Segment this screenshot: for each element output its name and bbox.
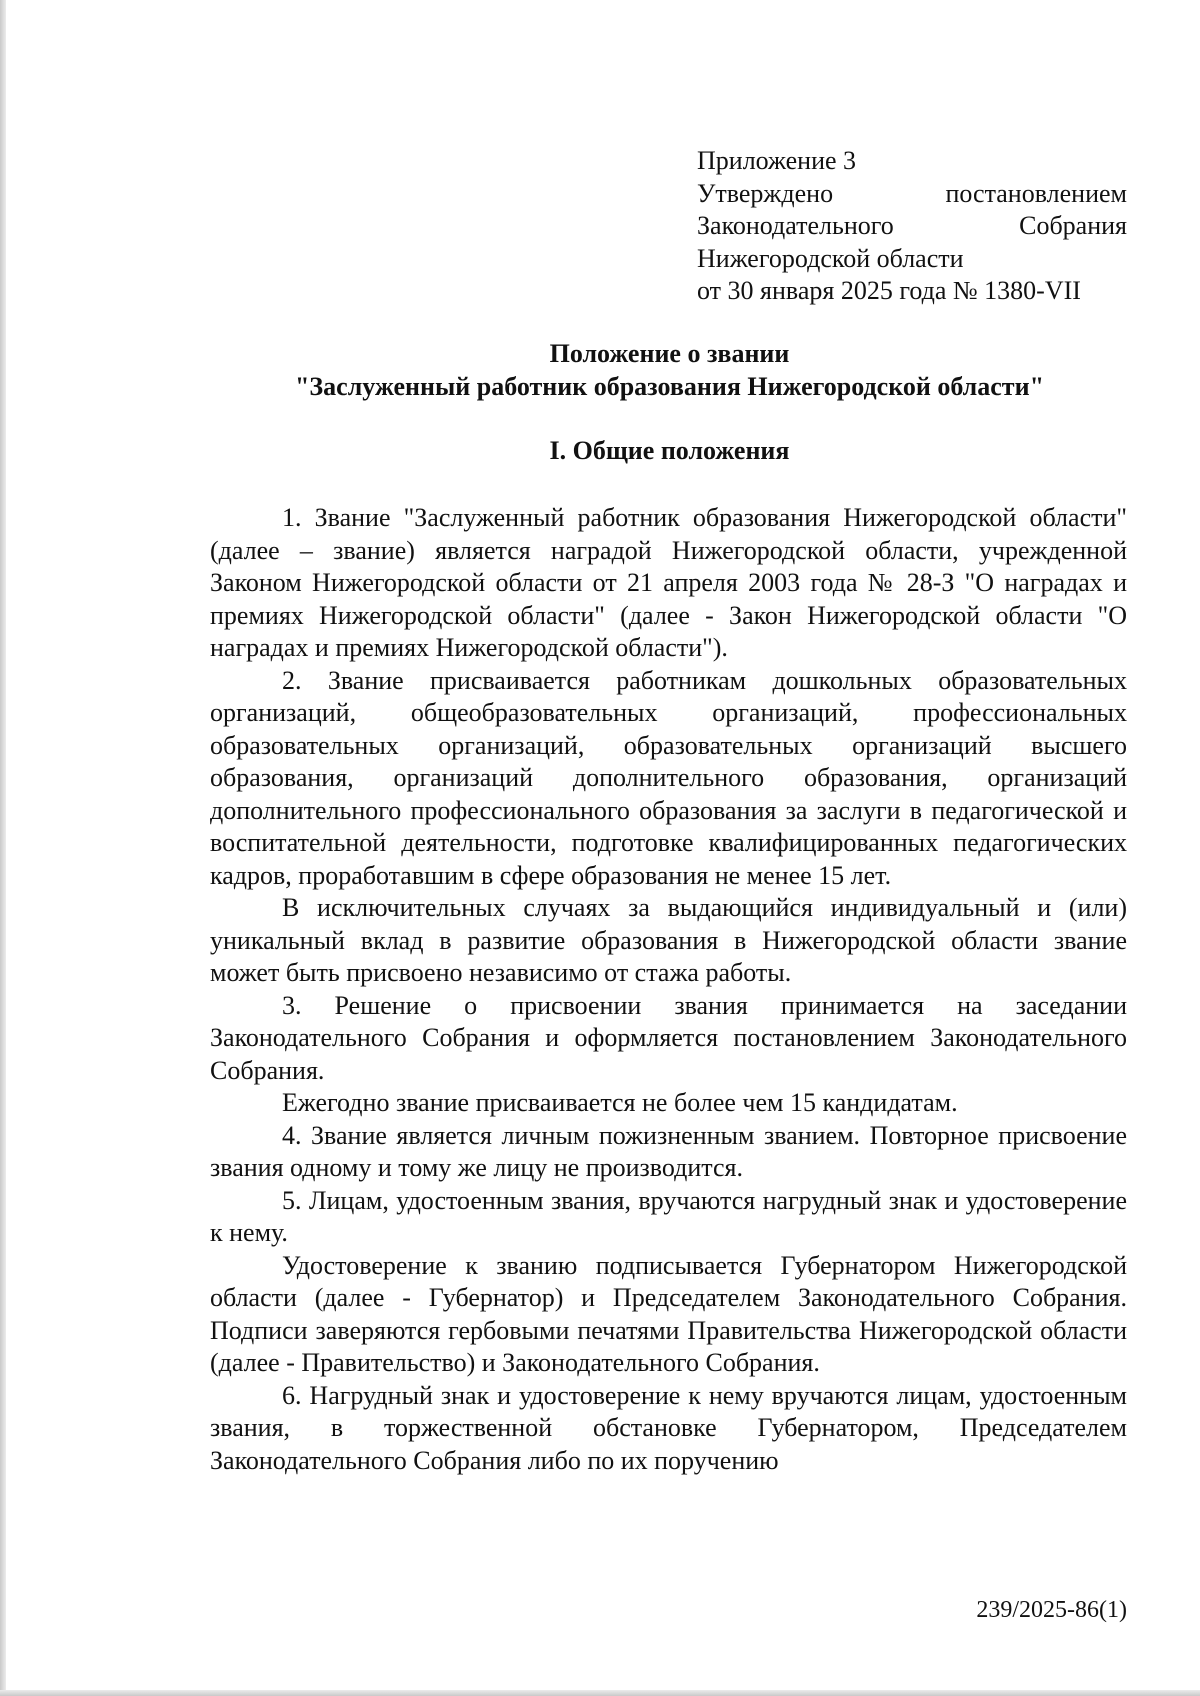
scan-edge-left bbox=[0, 0, 6, 1696]
paragraph: 1. Звание "Заслуженный работник образования Нижегородской области" (далее – звание) является наградой Нижегородской области, учрежденной Законом Нижегородской области от 21 апреля 2003 года № 28-З "О наградах и премиях Нижегородской области" (далее - Закон Нижегородской области "О наградах и премиях Нижегородской области"). bbox=[210, 503, 1127, 662]
paragraph: Удостоверение к званию подписывается Губернатором Нижегородской области (далее - Губернатор) и Председателем Законодательного Собрания. Подписи заверяются гербовыми печатями Правительства Нижегородской области (далее - Правительство) и Законодательного Собрания. bbox=[210, 1250, 1127, 1377]
document-code: 239/2025-86(1) bbox=[976, 1597, 1127, 1623]
paragraph: В исключительных случаях за выдающийся индивидуальный и (или) уникальный вклад в развитие образования в Нижегородской области звание может быть присвоено независимо от стажа работы. bbox=[210, 893, 1127, 987]
paragraph: 6. Нагрудный знак и удостоверение к нему вручаются лицам, удостоенным звания, в торжественной обстановке Губернатором, Председателем Законодательного Собрания либо по их поручению bbox=[210, 1380, 1127, 1475]
paragraph: 5. Лицам, удостоенным звания, вручаются нагрудный знак и удостоверение к нему. bbox=[210, 1185, 1127, 1247]
approval-block bbox=[697, 145, 1127, 308]
paragraph: Ежегодно звание присваивается не более чем 15 кандидатам. bbox=[282, 1088, 958, 1117]
title-line-2: "Заслуженный работник образования Нижегородской области" bbox=[295, 371, 1044, 401]
approval-line: Приложение 3 bbox=[697, 146, 857, 175]
document-body bbox=[210, 502, 1127, 1477]
approval-line: Законодательного Собрания bbox=[697, 211, 1127, 240]
title-line-1: Положение о звании bbox=[549, 339, 790, 368]
approval-line: Утверждено постановлением bbox=[697, 178, 1127, 208]
scan-edge-bottom bbox=[0, 1690, 1200, 1696]
approval-line: от 30 января 2025 года № 1380-VII bbox=[697, 276, 1081, 305]
approval-line: Нижегородской области bbox=[697, 243, 964, 273]
section-heading: I. Общие положения bbox=[549, 436, 790, 465]
paragraph: 4. Звание является личным пожизненным званием. Повторное присвоение звания одному и тому же лицу не производится. bbox=[210, 1120, 1127, 1182]
paragraph: 3. Решение о присвоении звания принимается на заседании Законодательного Собрания и оформляется постановлением Законодательного Собрания. bbox=[210, 990, 1127, 1085]
document-title bbox=[170, 338, 1169, 403]
paragraph: 2. Звание присваивается работникам дошкольных образовательных организаций, общеобразовательных организаций, профессиональных образовательных организаций, образовательных организаций высшего образования, организаций дополнительного образования, организаций дополнительного профессионального образования за заслуги в педагогической и воспитательной деятельности, подготовке квалифицированных педагогических кадров, проработавшим в сфере образования не менее 15 лет. bbox=[210, 665, 1127, 890]
